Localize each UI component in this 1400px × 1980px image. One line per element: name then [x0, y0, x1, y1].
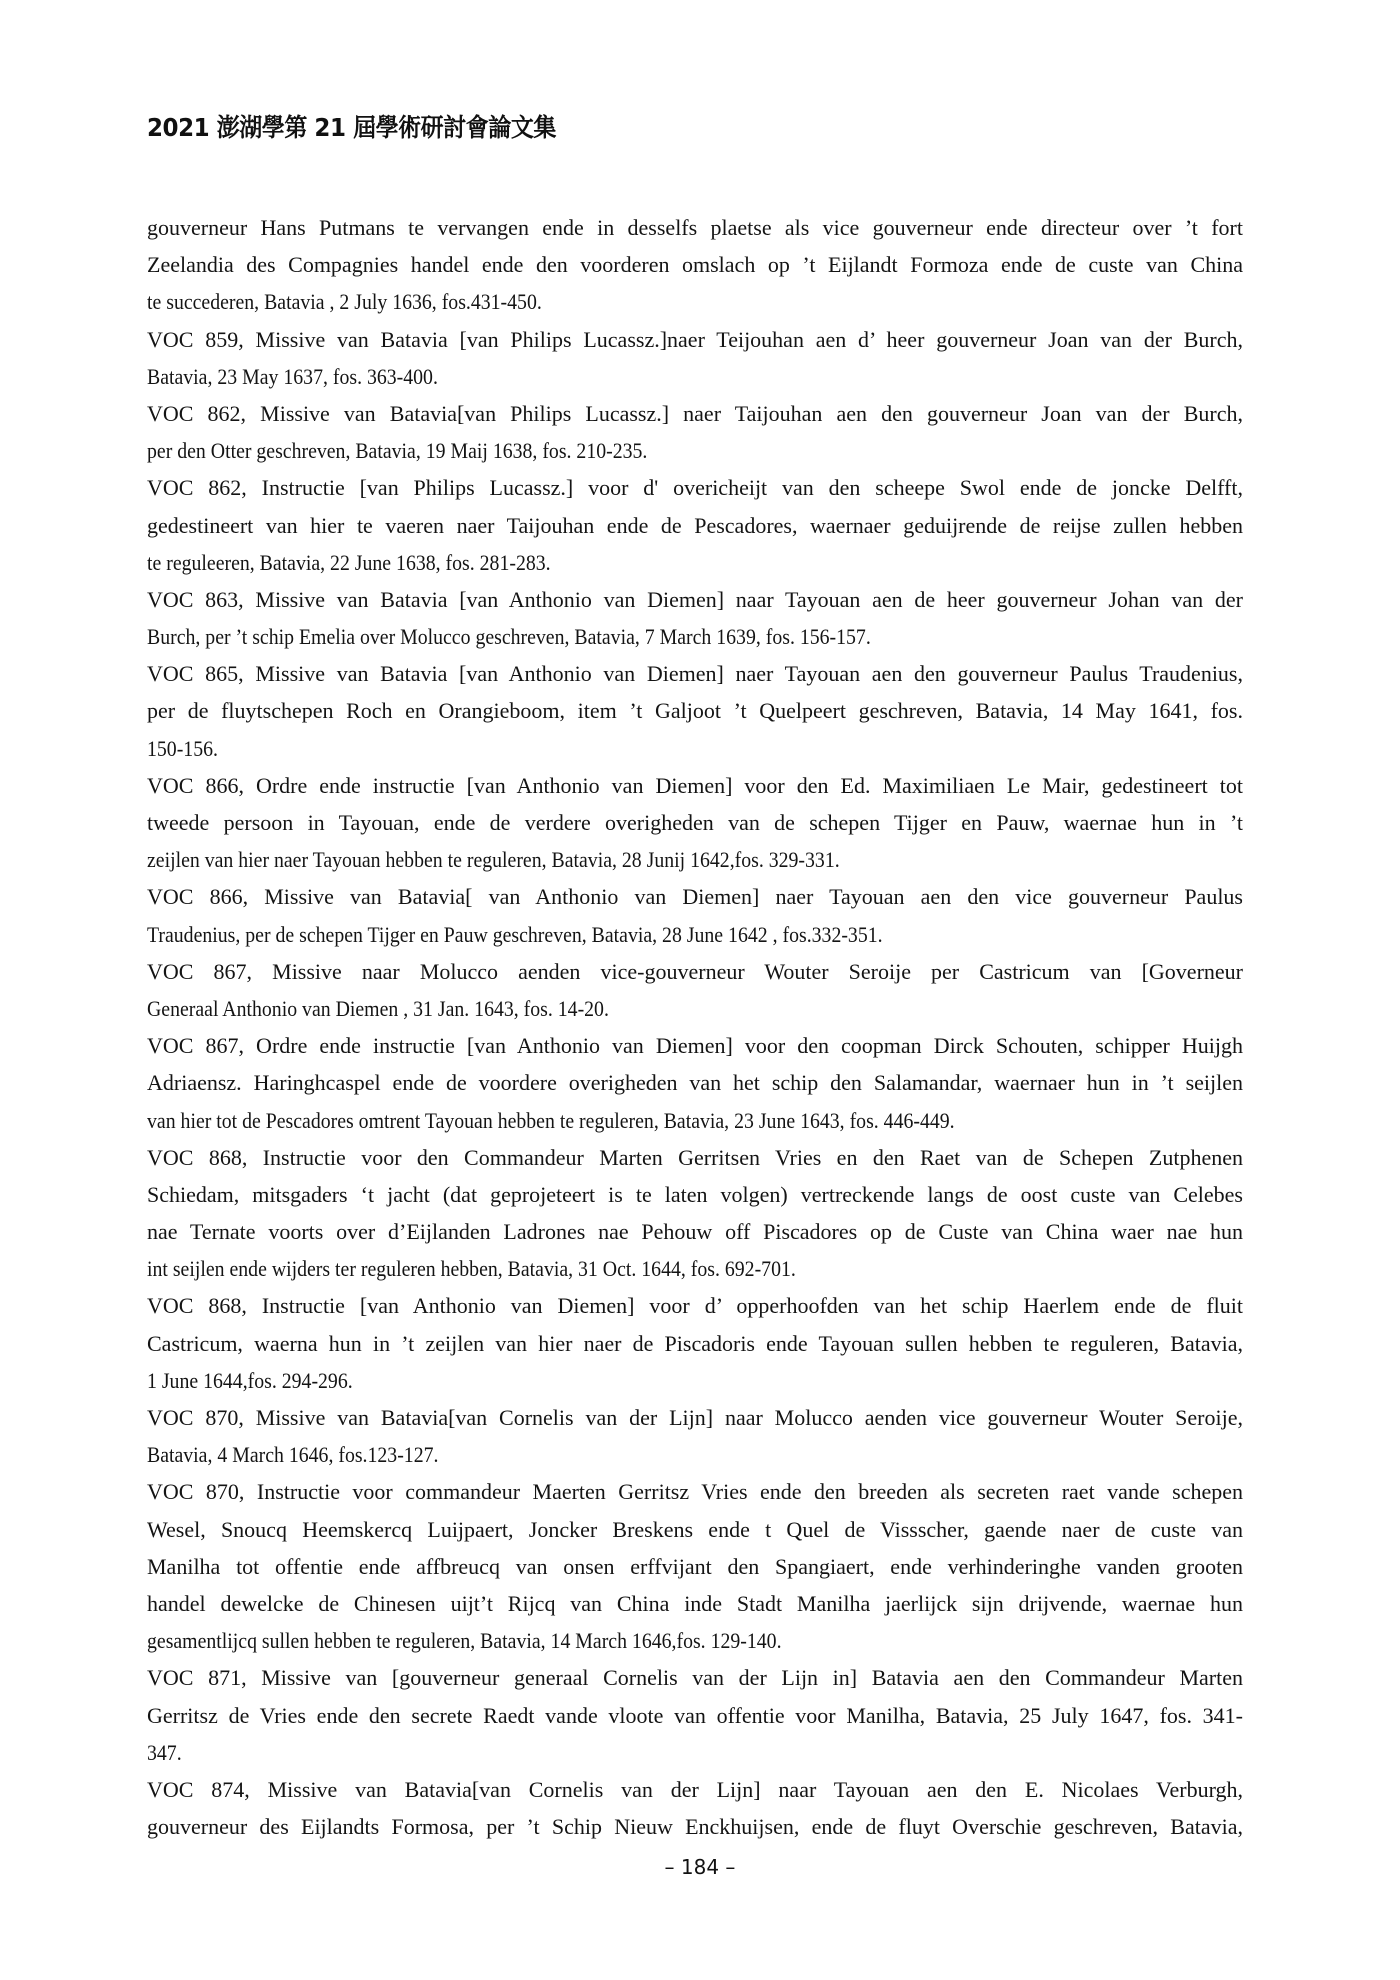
- entry-line: VOC 871, Missive van [gouverneur generaal Cornelis van der Lijn in] Batavia aen den Commandeur Marten: [147, 1665, 1243, 1691]
- entry-line: Batavia, 4 March 1646, fos.123-127.: [147, 1442, 439, 1468]
- bibliography-entry: [147, 395, 1243, 469]
- bibliography-list: [147, 209, 1243, 1845]
- bibliography-entry: [147, 953, 1243, 1027]
- entry-line: Burch, per ’t schip Emelia over Molucco geschreven, Batavia, 7 March 1639, fos. 156-157.: [147, 624, 871, 650]
- entry-line: VOC 867, Missive naar Molucco aenden vice-gouverneur Wouter Seroije per Castricum van [Governeur: [147, 958, 1243, 984]
- entry-line: te succederen, Batavia , 2 July 1636, fos.431-450.: [147, 289, 542, 315]
- entry-line: 347.: [147, 1739, 182, 1765]
- entry-line: gesamentlijcq sullen hebben te reguleren, Batavia, 14 March 1646,fos. 129-140.: [147, 1628, 782, 1654]
- entry-line: Zeelandia des Compagnies handel ende den voorderen omslach op ’t Eijlandt Formoza ende de custe van China: [147, 252, 1243, 278]
- entry-line: tweede persoon in Tayouan, ende de verdere overigheden van de schepen Tijger en Pauw, waernae hun in ’t: [147, 810, 1243, 835]
- bibliography-entry: [147, 1399, 1243, 1473]
- bibliography-entry: [147, 1027, 1243, 1139]
- entry-line: VOC 865, Missive van Batavia [van Anthonio van Diemen] naer Tayouan aen den gouverneur Paulus Traudenius,: [147, 661, 1243, 687]
- entry-line: te reguleeren, Batavia, 22 June 1638, fos. 281-283.: [147, 549, 551, 575]
- entry-line: VOC 867, Ordre ende instructie [van Anthonio van Diemen] voor den coopman Dirck Schouten, schipper Huijgh: [147, 1033, 1243, 1059]
- entry-line: Manilha tot offentie ende affbreucq van onsen erffvijant den Spangiaert, ende verhinderinghe vanden grooten: [147, 1553, 1243, 1579]
- entry-line: Wesel, Snoucq Heemskercq Luijpaert, Joncker Breskens ende t Quel de Vissscher, gaende naer de custe van: [147, 1516, 1243, 1542]
- entry-line: per den Otter geschreven, Batavia, 19 Maij 1638, fos. 210-235.: [147, 438, 648, 464]
- entry-line: VOC 859, Missive van Batavia [van Philips Lucassz.]naer Teijouhan aen d’ heer gouverneur Joan van der Burch,: [147, 326, 1243, 352]
- bibliography-entry: [147, 767, 1243, 879]
- entry-line: Schiedam, mitsgaders ‘t jacht (dat geprojeteert is te laten volgen) vertreckende langs de oost custe van Celebes: [147, 1181, 1243, 1207]
- entry-line: VOC 862, Missive van Batavia[van Philips Lucassz.] naer Taijouhan aen den gouverneur Joan van der Burch,: [147, 400, 1243, 426]
- entry-line: Generaal Anthonio van Diemen , 31 Jan. 1643, fos. 14-20.: [147, 995, 609, 1021]
- bibliography-entry: [147, 469, 1243, 581]
- bibliography-entry: [147, 581, 1243, 655]
- entry-line: 1 June 1644,fos. 294-296.: [147, 1367, 353, 1393]
- entry-line: VOC 868, Instructie [van Anthonio van Diemen] voor d’ opperhoofden van het schip Haerlem ende de fluit: [147, 1293, 1243, 1319]
- bibliography-entry: [147, 1473, 1243, 1659]
- bibliography-entry: [147, 1659, 1243, 1771]
- bibliography-entry: [147, 1287, 1243, 1399]
- entry-line: VOC 863, Missive van Batavia [van Anthonio van Diemen] naar Tayouan aen de heer gouverneur Johan van der: [147, 586, 1243, 612]
- entry-line: VOC 866, Missive van Batavia[ van Anthonio van Diemen] naer Tayouan aen den vice gouverneur Paulus: [147, 884, 1243, 910]
- entry-line: VOC 862, Instructie [van Philips Lucassz.] voor d' overicheijt van den scheepe Swol ende de joncke Delfft,: [147, 475, 1243, 501]
- entry-line: Castricum, waerna hun in ’t zeijlen van hier naer de Piscadoris ende Tayouan sullen hebben te reguleren, Batavia,: [147, 1330, 1243, 1356]
- entry-line: handel dewelcke de Chinesen uijt’t Rijcq van China inde Stadt Manilha jaerlijck sijn drijvende, waernae hun: [147, 1590, 1243, 1616]
- bibliography-entry: [147, 1139, 1243, 1288]
- bibliography-entry: [147, 878, 1243, 952]
- entry-line: 150-156.: [147, 735, 218, 761]
- entry-line: VOC 870, Instructie voor commandeur Maerten Gerritsz Vries ende den breeden als secreten raet vande schepen: [147, 1479, 1243, 1505]
- bibliography-entry: [147, 209, 1243, 321]
- entry-line: Traudenius, per de schepen Tijger en Pauw geschreven, Batavia, 28 June 1642 , fos.332-351.: [147, 921, 883, 947]
- entry-line: nae Ternate voorts over d’Eijlanden Ladrones nae Pehouw off Piscadores op de Custe van China waer nae hun: [147, 1219, 1243, 1245]
- bibliography-entry: [147, 655, 1243, 767]
- running-header-title: 2021 澎湖學第 21 屆學術研討會論文集: [147, 113, 556, 142]
- entry-line: int seijlen ende wijders ter reguleren hebben, Batavia, 31 Oct. 1644, fos. 692-701.: [147, 1256, 796, 1282]
- entry-line: gedestineert van hier te vaeren naer Taijouhan ende de Pescadores, waernaer geduijrende de reijse zullen hebben: [147, 512, 1243, 538]
- entry-line: Gerritsz de Vries ende den secrete Raedt vande vloote van offentie voor Manilha, Batavia, 25 July 1647, fos. 341-: [147, 1702, 1243, 1728]
- running-header: [147, 108, 556, 144]
- entry-line: gouverneur des Eijlandts Formosa, per ’t Schip Nieuw Enckhuijsen, ende de fluyt Overschie geschreven, Batavia,: [147, 1814, 1243, 1840]
- entry-line: VOC 868, Instructie voor den Commandeur Marten Gerritsen Vries en den Raet van de Schepen Zutphenen: [147, 1144, 1243, 1170]
- entry-line: per de fluytschepen Roch en Orangieboom, item ’t Galjoot ’t Quelpeert geschreven, Batavia, 14 May 1641, fos.: [147, 698, 1243, 724]
- page-number: [0, 1855, 1400, 1879]
- bibliography-entry: [147, 1771, 1243, 1845]
- page-number-text: – 184 –: [664, 1855, 736, 1879]
- entry-line: VOC 870, Missive van Batavia[van Cornelis van der Lijn] naar Molucco aenden vice gouverneur Wouter Seroije,: [147, 1405, 1243, 1430]
- entry-line: VOC 874, Missive van Batavia[van Cornelis van der Lijn] naar Tayouan aen den E. Nicolaes Verburgh,: [147, 1776, 1243, 1802]
- bibliography-entry: [147, 321, 1243, 395]
- entry-line: gouverneur Hans Putmans te vervangen ende in desselfs plaetse als vice gouverneur ende directeur over ’t fort: [147, 215, 1243, 240]
- entry-line: van hier tot de Pescadores omtrent Tayouan hebben te reguleren, Batavia, 23 June 1643, fos. 446-449.: [147, 1107, 955, 1133]
- entry-line: VOC 866, Ordre ende instructie [van Anthonio van Diemen] voor den Ed. Maximiliaen Le Mair, gedestineert tot: [147, 772, 1243, 798]
- entry-line: Adriaensz. Haringhcaspel ende de voordere overigheden van het schip den Salamandar, waernaer hun in ’t seijlen: [147, 1070, 1243, 1096]
- entry-line: Batavia, 23 May 1637, fos. 363-400.: [147, 363, 438, 389]
- entry-line: zeijlen van hier naer Tayouan hebben te reguleren, Batavia, 28 Junij 1642,fos. 329-331.: [147, 847, 840, 873]
